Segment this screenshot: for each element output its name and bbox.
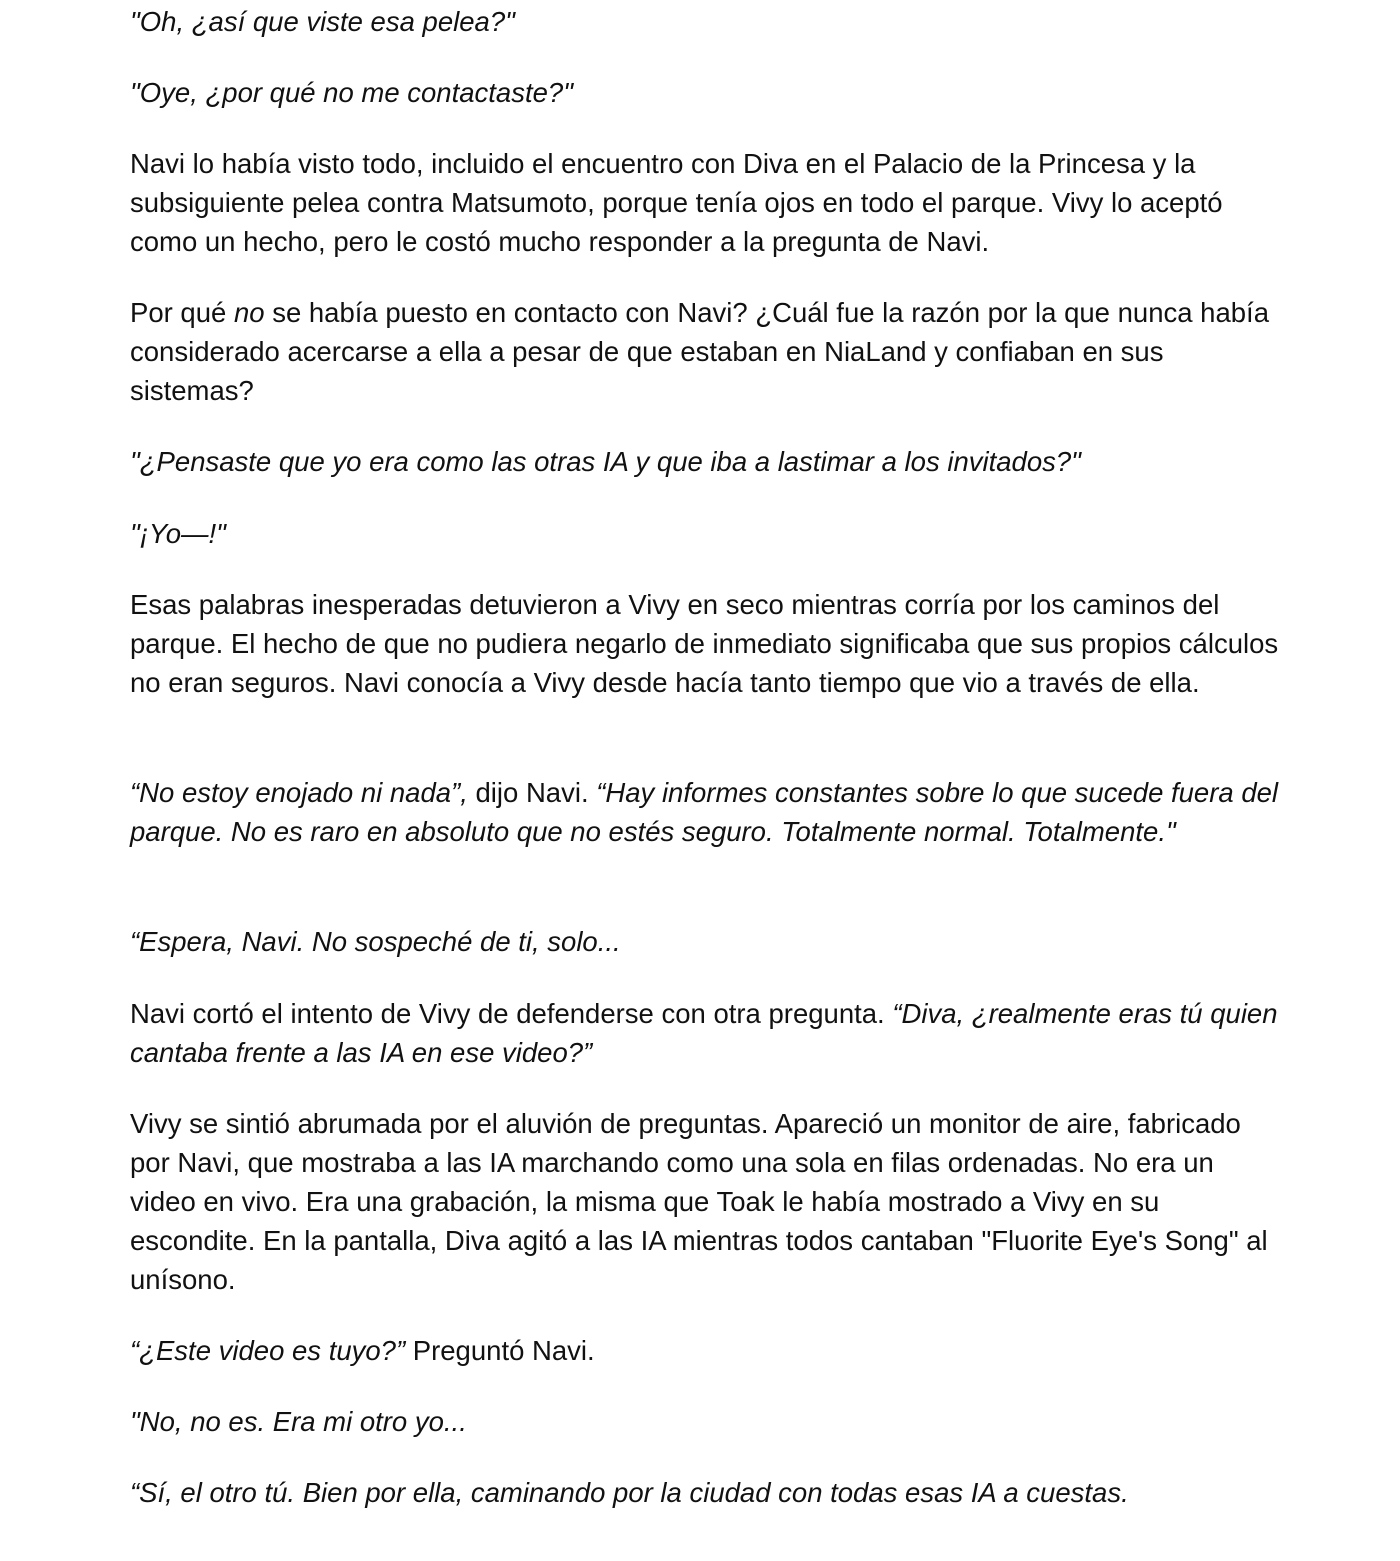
- paragraph-14: [130, 1473, 1280, 1512]
- paragraph-6: [130, 514, 1280, 553]
- text-run: Navi lo había visto todo, incluido el encuentro con Diva en el Palacio de la Princesa y la subsiguiente pelea contra Matsumoto, porque tenía ojos en todo el parque. Vivy lo aceptó como un hecho, pero le costó mucho responder a la pregunta de Navi.: [130, 148, 1223, 257]
- paragraph-13: [130, 1402, 1280, 1441]
- paragraph-2: [130, 73, 1280, 112]
- paragraph-9: [130, 922, 1280, 961]
- text-run: “No estoy enojado ni nada”,: [130, 777, 468, 808]
- paragraph-1: [130, 2, 1280, 41]
- text-run: se había puesto en contacto con Navi? ¿Cuál fue la razón por la que nunca había considerado acercarse a ella a pesar de que estaban en NiaLand y confiaban en sus sistemas?: [130, 297, 1269, 406]
- paragraph-12: [130, 1331, 1280, 1370]
- text-run: Navi cortó el intento de Vivy de defenderse con otra pregunta.: [130, 998, 893, 1029]
- text-run: “¿Este video es tuyo?”: [130, 1335, 406, 1366]
- text-run: "Oh, ¿así que viste esa pelea?": [130, 6, 515, 37]
- paragraph-11: [130, 1104, 1280, 1299]
- text-run: Preguntó Navi.: [405, 1335, 595, 1366]
- text-run: dijo Navi.: [467, 777, 597, 808]
- paragraph-4: [130, 293, 1280, 410]
- text-run: “Diva, ¿realmente eras tú quien cantaba frente a las IA en ese video?”: [130, 998, 1278, 1068]
- text-run: "¡Yo—!": [130, 518, 226, 549]
- paragraph-8: [130, 773, 1280, 851]
- paragraph-3: [130, 144, 1280, 261]
- text-run: "No, no es. Era mi otro yo...: [130, 1406, 467, 1437]
- text-run: no: [233, 297, 265, 328]
- text-run: Por qué: [130, 297, 234, 328]
- paragraph-10: [130, 994, 1280, 1072]
- text-run: “Espera, Navi. No sospeché de ti, solo...: [130, 926, 621, 957]
- text-run: “Sí, el otro tú. Bien por ella, caminando por la ciudad con todas esas IA a cuestas.: [130, 1477, 1129, 1508]
- text-run: “Hay informes constantes sobre lo que sucede fuera del parque. No es raro en absoluto que no estés seguro. Totalmente normal. Totalmente.": [130, 777, 1279, 847]
- text-run: "¿Pensaste que yo era como las otras IA y que iba a lastimar a los invitados?": [130, 446, 1081, 477]
- text-run: Esas palabras inesperadas detuvieron a Vivy en seco mientras corría por los caminos del parque. El hecho de que no pudiera negarlo de inmediato significaba que sus propios cálculos no eran seguros. Navi conocía a Vivy desde hacía tanto tiempo que vio a través de ella.: [130, 589, 1279, 698]
- paragraph-7: [130, 585, 1280, 702]
- paragraph-5: [130, 442, 1280, 481]
- text-run: Vivy se sintió abrumada por el aluvión de preguntas. Apareció un monitor de aire, fabricado por Navi, que mostraba a las IA marchando como una sola en filas ordenadas. No era un video en vivo. Era una grabación, la misma que Toak le había mostrado a Vivy en su escondite. En la pantalla, Diva agitó a las IA mientras todos cantaban "Fluorite Eye's Song" al unísono.: [130, 1108, 1268, 1295]
- text-run: "Oye, ¿por qué no me contactaste?": [130, 77, 573, 108]
